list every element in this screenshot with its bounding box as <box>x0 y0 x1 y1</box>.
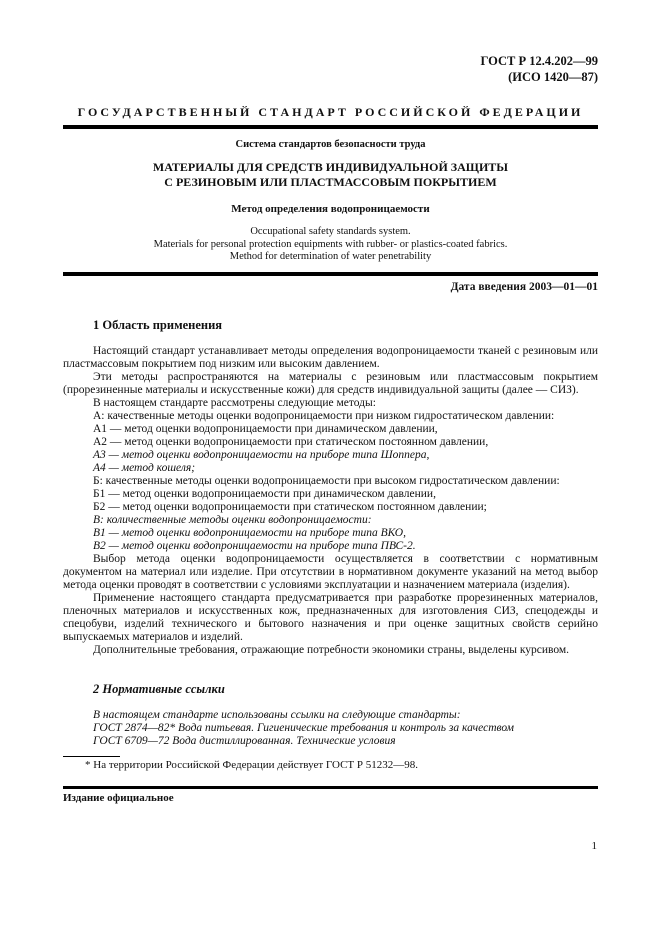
document-title <box>63 160 598 190</box>
english-title-line2: Materials for personal protection equipments with rubber- or plastics-coated fabrics. <box>153 238 508 250</box>
paragraph: А: качественные методы оценки водопроницаемости при низком гидростатическом давлении: <box>93 409 555 422</box>
iso-number: (ИСО 1420—87) <box>508 69 598 84</box>
paragraph: Дополнительные требования, отражающие потребности экономики страны, выделены курсивом. <box>93 643 570 656</box>
document-title-line2: С РЕЗИНОВЫМ ИЛИ ПЛАСТМАССОВЫМ ПОКРЫТИЕМ <box>164 175 497 189</box>
paragraph: Б2 — метод оценки водопроницаемости при статическом постоянном давлении; <box>93 500 487 513</box>
paragraph: А3 — метод оценки водопроницаемости на приборе типа Шоппера, <box>93 448 430 461</box>
paragraph: В настоящем стандарте рассмотрены следующие методы: <box>93 396 376 409</box>
divider-rule-middle <box>63 272 598 276</box>
doc-number: ГОСТ Р 12.4.202—99 <box>480 54 598 68</box>
paragraph: Применение настоящего стандарта предусматривается при разработке прорезиненных материалов, пленочных материалов и искусственных кож, предназначенных для изготовления СИЗ, спецодежды и спецобуви, изделий технического и бытового назначения и при оценке защитных свойств серийно выпускаемых материалов и изделий. <box>63 591 598 643</box>
document-subtitle: Метод определения водопроницаемости <box>231 203 430 215</box>
footnote-rule <box>63 756 120 757</box>
edition-note: Издание официальное <box>63 791 174 804</box>
effective-date: Дата введения 2003—01—01 <box>450 280 598 293</box>
document-title-line1: МАТЕРИАЛЫ ДЛЯ СРЕДСТВ ИНДИВИДУАЛЬНОЙ ЗАЩИТЫ <box>152 160 509 174</box>
paragraph: А4 — метод кошеля; <box>93 461 196 474</box>
english-title-line3: Method for determination of water penetrability <box>229 251 432 262</box>
paragraph: В: количественные методы оценки водопроницаемости: <box>93 513 372 526</box>
footer-rule <box>63 786 598 789</box>
page-number: 1 <box>591 840 597 852</box>
english-title-line1: Occupational safety standards system. <box>250 226 411 237</box>
footnote-block <box>63 756 598 772</box>
section-heading: 1 Область применения <box>93 317 223 332</box>
paragraph: Б: качественные методы оценки водопроницаемости при высоком гидростатическом давлении: <box>93 474 560 487</box>
state-standard-banner: ГОСУДАРСТВЕННЫЙ СТАНДАРТ РОССИЙСКОЙ ФЕДЕРАЦИИ <box>77 105 584 119</box>
paragraph: А2 — метод оценки водопроницаемости при статическом постоянном давлении, <box>93 435 489 448</box>
doc-identifier <box>63 54 598 85</box>
paragraph: Б1 — метод оценки водопроницаемости при динамическом давлении, <box>93 487 436 500</box>
paragraph: В настоящем стандарте использованы ссылки на следующие стандарты: <box>93 708 461 721</box>
section-heading: 2 Нормативные ссылки <box>93 681 225 696</box>
sections <box>63 318 598 748</box>
paragraph: ГОСТ 6709—72 Вода дистиллированная. Технические условия <box>93 734 396 747</box>
paragraph: В2 — метод оценки водопроницаемости на приборе типа ПВС-2. <box>93 539 416 552</box>
paragraph: ГОСТ 2874—82* Вода питьевая. Гигиенические требования и контроль за качеством <box>93 721 515 734</box>
paragraph: А1 — метод оценки водопроницаемости при динамическом давлении, <box>93 422 438 435</box>
standards-system-title: Система стандартов безопасности труда <box>235 139 426 150</box>
paragraph: В1 — метод оценки водопроницаемости на приборе типа ВКО, <box>93 526 406 539</box>
paragraph: Эти методы распространяются на материалы с резиновым или пластмассовым покрытием (прорезиненные материалы и искусственные кожи) для средств индивидуальной защиты (далее — СИЗ). <box>63 370 598 396</box>
footnote-text: * На территории Российской Федерации действует ГОСТ Р 51232—98. <box>85 758 419 771</box>
paragraph: Настоящий стандарт устанавливает методы определения водопроницаемости тканей с резиновым или пластмассовым покрытием под низким или высоким давлением. <box>63 344 598 370</box>
english-title-block <box>63 226 598 264</box>
paragraph: Выбор метода оценки водопроницаемости осуществляется в соответствии с нормативным документом на материал или изделие. При отсутствии в нормативном документе указаний на метод выбор метода оценки проводят в соответствии с условиями эксплуатации и назначением материала (изделия). <box>63 552 598 591</box>
divider-rule-top <box>63 125 598 129</box>
